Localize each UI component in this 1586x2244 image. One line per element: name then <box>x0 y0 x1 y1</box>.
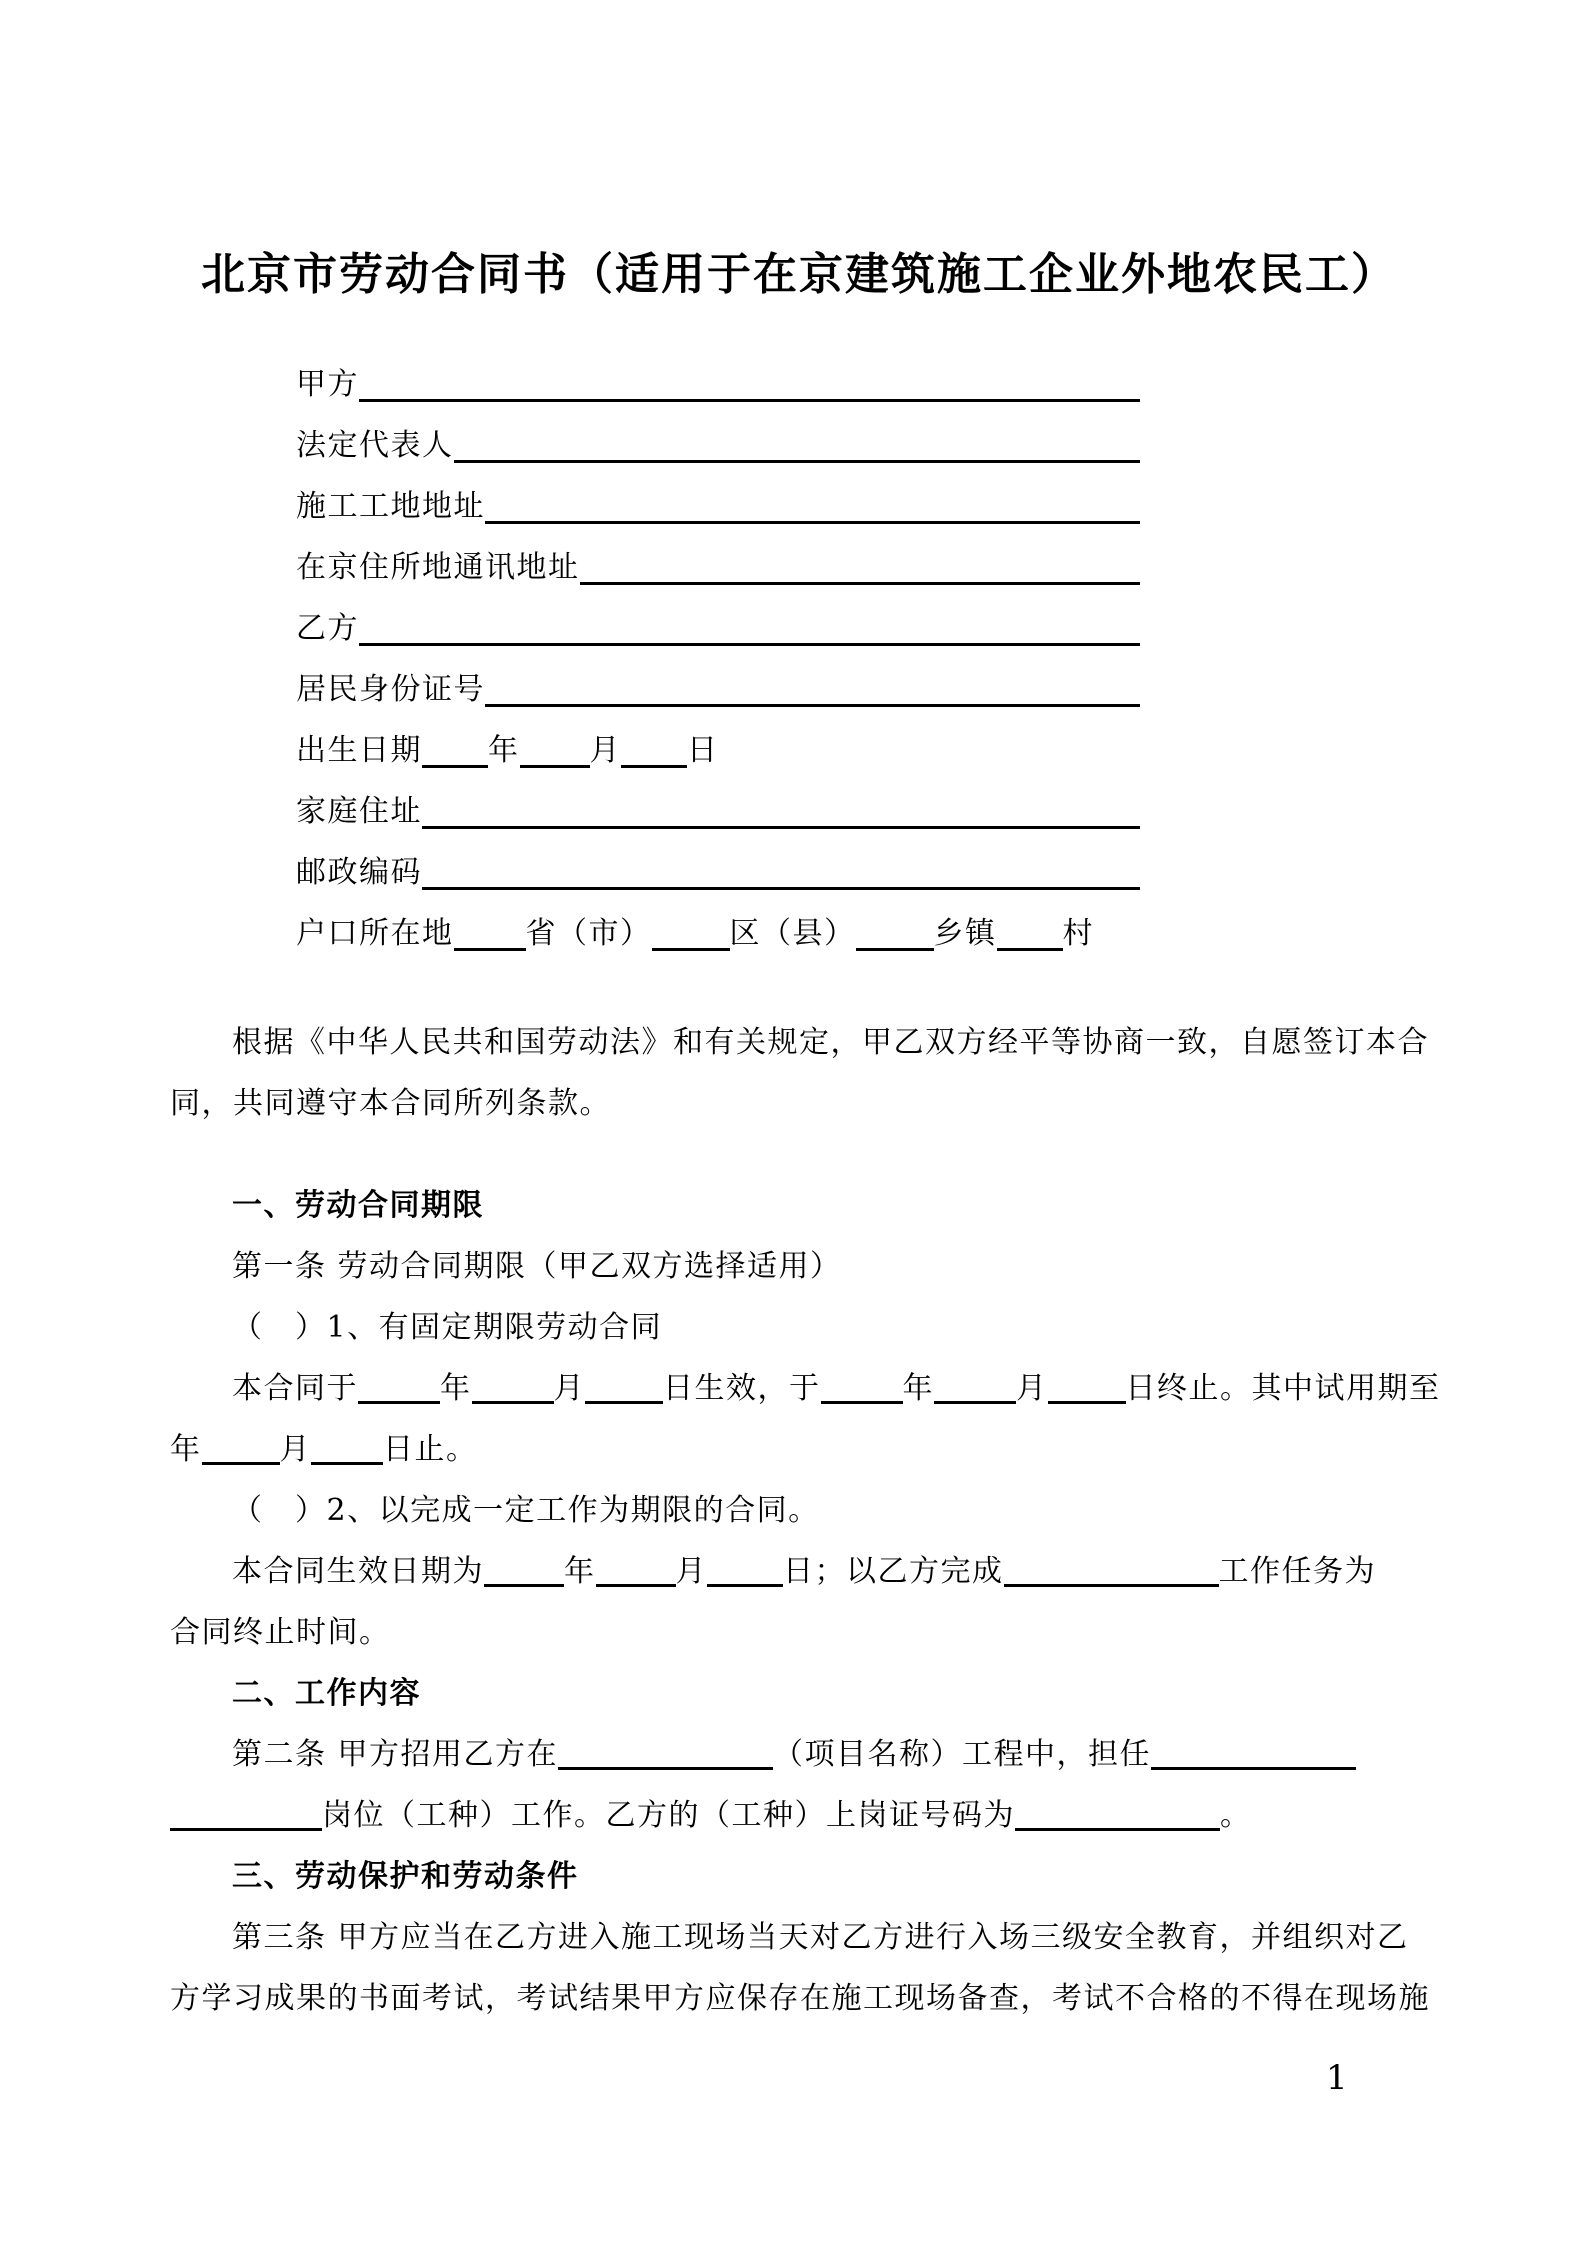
blank-underline <box>485 476 1140 524</box>
text-segment: 第二条 甲方招用乙方在 <box>232 1737 559 1772</box>
blank-underline <box>520 720 590 768</box>
blank-underline <box>422 842 1140 890</box>
body-line <box>170 1602 1428 1663</box>
blank-underline <box>621 720 687 768</box>
text-segment: 年 <box>170 1432 202 1467</box>
text-segment: 在京住所地通讯地址 <box>296 550 580 585</box>
contract-body-section <box>170 1012 1441 2029</box>
body-line <box>170 1541 1428 1602</box>
text-segment: 根据《中华人民共和国劳动法》和有关规定，甲乙双方经平等协商一致，自愿签订本合 <box>232 1025 1429 1060</box>
text-segment: 月 <box>675 1554 707 1589</box>
text-segment: 月 <box>1016 1371 1048 1406</box>
page-number: 1 <box>1326 2058 1348 2098</box>
text-segment: 三、劳动保护和劳动条件 <box>232 1859 579 1894</box>
text-segment: 岗位（工种）工作。乙方的（工种）上岗证号码为 <box>322 1798 1015 1833</box>
blank-underline <box>1015 1826 1220 1831</box>
blank-underline <box>485 659 1140 707</box>
text-segment: 年 <box>440 1371 472 1406</box>
blank-underline <box>558 1765 773 1770</box>
text-segment: 方学习成果的书面考试，考试结果甲方应保存在施工现场备查，考试不合格的不得在现场施 <box>170 1981 1430 2016</box>
text-segment: （ ）1、有固定期限劳动合同 <box>232 1310 663 1345</box>
blank-underline <box>596 1582 676 1587</box>
body-line <box>170 1907 1428 1968</box>
text-segment: 第三条 甲方应当在乙方进入施工现场当天对乙方进行入场三级安全教育，并组织对乙 <box>232 1920 1409 1955</box>
body-line <box>170 1358 1441 1419</box>
text-segment: 出生日期 <box>296 733 422 768</box>
body-line <box>170 1175 1428 1236</box>
blank-underline <box>359 354 1140 402</box>
text-segment: 月 <box>279 1432 311 1467</box>
text-segment: 同，共同遵守本合同所列条款。 <box>170 1086 611 1121</box>
text-segment: 日止。 <box>383 1432 478 1467</box>
form-row <box>170 903 1140 964</box>
body-line <box>170 1073 1428 1134</box>
blank-underline <box>585 1399 663 1404</box>
text-segment: 村 <box>1062 916 1094 951</box>
text-segment: 二、工作内容 <box>232 1676 421 1711</box>
body-line <box>170 1846 1428 1907</box>
body-line <box>170 1785 1428 1846</box>
body-line <box>170 1236 1428 1297</box>
page-title: 北京市劳动合同书（适用于在京建筑施工企业外地农民工） <box>201 249 1397 300</box>
blank-underline <box>707 1582 783 1587</box>
text-segment: 居民身份证号 <box>296 672 485 707</box>
form-row <box>170 720 1140 781</box>
text-segment: 第一条 劳动合同期限（甲乙双方选择适用） <box>232 1249 842 1284</box>
form-row <box>170 598 1140 659</box>
form-row <box>170 354 1140 415</box>
text-segment: 日终止。其中试用期至 <box>1125 1371 1441 1406</box>
text-segment: 家庭住址 <box>296 794 422 829</box>
text-segment: 日；以乙方完成 <box>783 1554 1004 1589</box>
text-segment: 乙方 <box>296 611 359 646</box>
form-row <box>170 476 1140 537</box>
text-segment: 年 <box>902 1371 934 1406</box>
text-segment: 乡镇 <box>933 916 997 951</box>
blank-underline <box>422 720 488 768</box>
blank-underline <box>1048 1399 1126 1404</box>
blank-underline <box>170 1826 322 1831</box>
text-segment: 施工工地地址 <box>296 489 485 524</box>
blank-underline <box>1151 1765 1356 1770</box>
text-segment: 法定代表人 <box>296 428 454 463</box>
form-row <box>170 842 1140 903</box>
body-line <box>170 1012 1428 1073</box>
form-row <box>170 415 1140 476</box>
blank-underline <box>856 903 934 951</box>
blank-underline <box>1004 1582 1219 1587</box>
blank-underline <box>580 537 1141 585</box>
blank-underline <box>472 1399 554 1404</box>
text-segment: （ ）2、以完成一定工作为期限的合同。 <box>232 1493 820 1528</box>
form-row <box>170 659 1140 720</box>
text-segment: （项目名称）工程中，担任 <box>773 1737 1152 1772</box>
body-line <box>170 1297 1428 1358</box>
body-line <box>170 1968 1428 2029</box>
text-segment: 区（县） <box>729 916 856 951</box>
blank-underline <box>422 781 1140 829</box>
blank-underline <box>997 903 1063 951</box>
text-segment: 合同终止时间。 <box>170 1615 391 1650</box>
text-segment: 一、劳动合同期限 <box>232 1188 484 1223</box>
text-segment: 。 <box>1220 1798 1252 1833</box>
blank-underline <box>358 1399 440 1404</box>
text-segment: 本合同生效日期为 <box>232 1554 484 1589</box>
text-segment: 年 <box>564 1554 596 1589</box>
form-row <box>170 781 1140 842</box>
blank-underline <box>454 903 526 951</box>
text-segment: 年 <box>488 733 520 768</box>
text-segment: 甲方 <box>296 367 359 402</box>
body-line <box>170 1480 1428 1541</box>
text-segment: 邮政编码 <box>296 855 422 890</box>
blank-underline <box>359 598 1140 646</box>
body-line <box>170 1724 1428 1785</box>
blank-underline <box>934 1399 1016 1404</box>
text-segment: 户口所在地 <box>296 916 454 951</box>
blank-underline <box>202 1460 280 1465</box>
blank-underline <box>484 1582 564 1587</box>
text-segment: 工作任务为 <box>1218 1554 1376 1589</box>
text-segment: 省（市） <box>525 916 652 951</box>
blank-underline <box>821 1399 903 1404</box>
text-segment: 本合同于 <box>232 1371 358 1406</box>
form-fields-section <box>170 354 1428 964</box>
text-segment: 日 <box>687 733 719 768</box>
blank-underline <box>454 415 1141 463</box>
text-segment: 月 <box>553 1371 585 1406</box>
body-line <box>170 1663 1428 1724</box>
text-segment: 日生效，于 <box>663 1371 821 1406</box>
blank-underline <box>311 1460 383 1465</box>
text-segment: 月 <box>589 733 621 768</box>
blank-underline <box>652 903 730 951</box>
body-line <box>170 1419 1428 1480</box>
form-row <box>170 537 1140 598</box>
